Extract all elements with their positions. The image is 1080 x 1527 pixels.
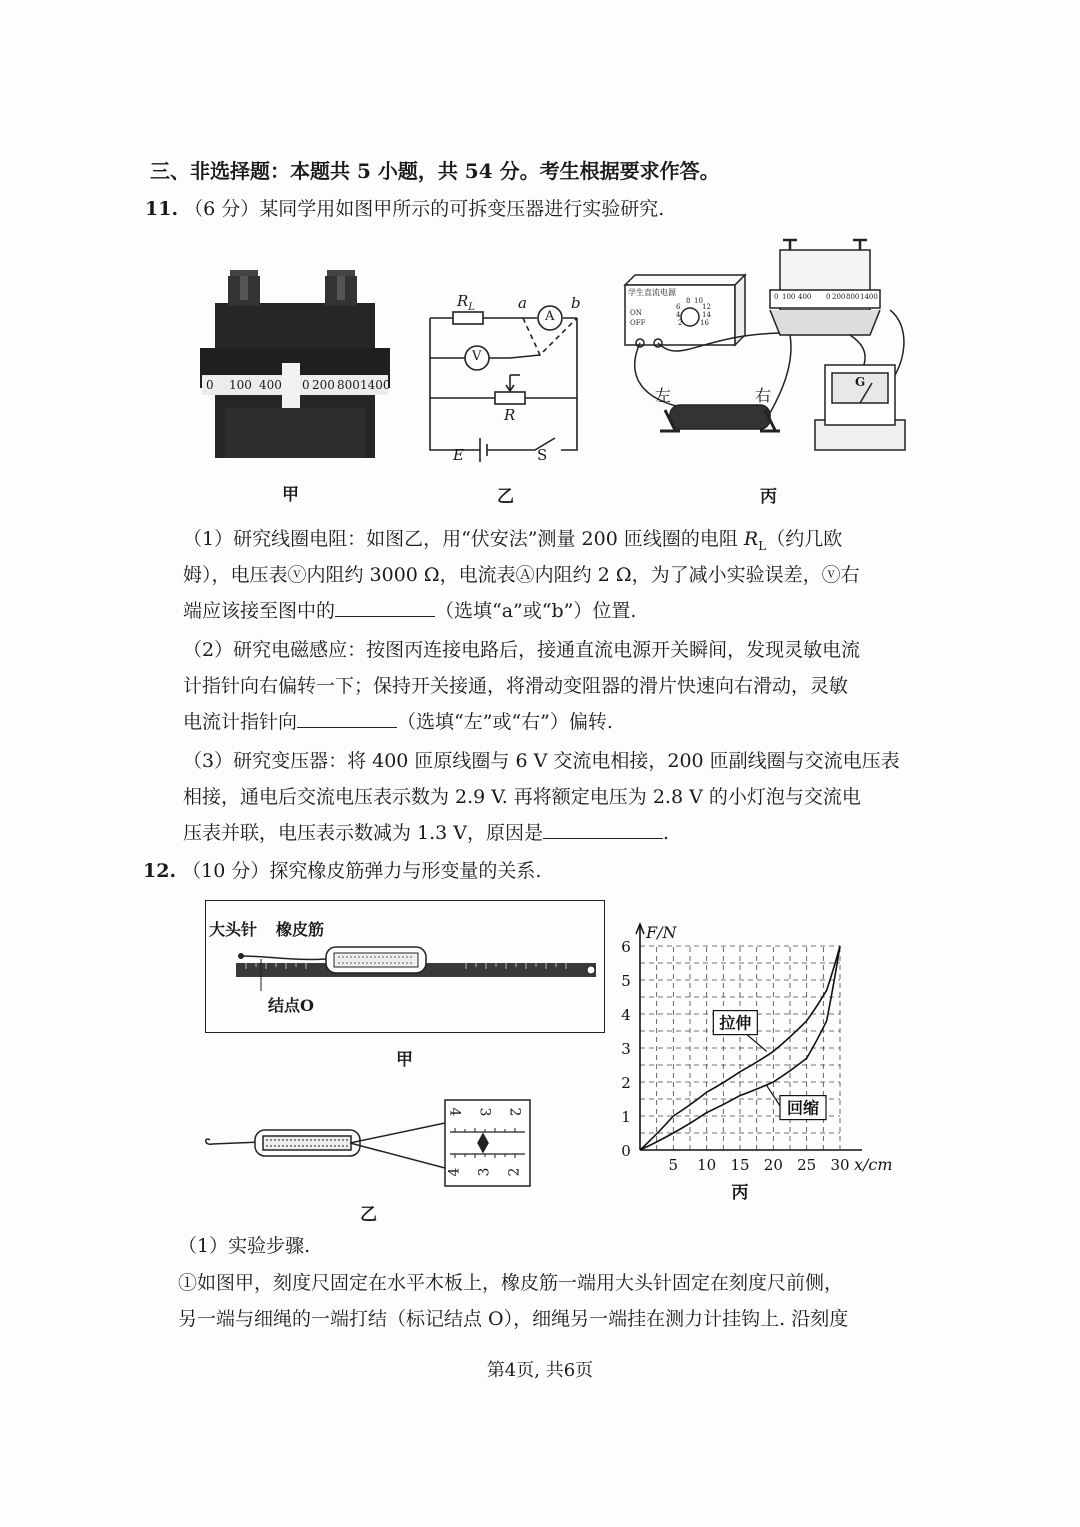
yi-a-label: a: [518, 294, 527, 312]
bing-scale-0b: 0: [826, 293, 831, 301]
yi-s-label: S: [537, 446, 548, 464]
q12-figure-yi-caption: 乙: [360, 1205, 377, 1225]
bing-scale-200: 200: [832, 293, 846, 301]
q11-p1-line1: [183, 526, 842, 559]
x-tick-label: 20: [763, 1156, 783, 1174]
figure-bing-setup: [620, 235, 920, 470]
yi-scale-2-top: 2: [506, 1107, 523, 1117]
x-tick-label: 30: [830, 1156, 850, 1174]
yi-scale-3-bottom: 3: [476, 1167, 493, 1177]
q11-p1-line3: [183, 598, 636, 624]
psu-on: ON: [630, 309, 642, 317]
bing-scale-1400: 1400: [860, 293, 878, 301]
psu-dial-8: 8: [686, 297, 691, 305]
q11-p3-line3: [183, 820, 669, 846]
jia-scale-400: 400: [259, 378, 282, 392]
y-tick-label: 6: [621, 938, 631, 956]
x-axis-label: x/cm: [854, 1155, 893, 1174]
psu-dial-4: 4: [676, 311, 681, 319]
bing-scale-400: 400: [798, 293, 812, 301]
jia-scale-0: 0: [206, 378, 214, 392]
answer-blank-3[interactable]: [543, 820, 663, 839]
q11-stem: [145, 196, 664, 222]
bing-right-label: 右: [755, 386, 772, 405]
q12-pin-label: 大头针: [209, 920, 258, 939]
q12-figure-jia: [205, 900, 605, 1033]
y-tick-label: 2: [621, 1074, 631, 1092]
y-axis-label: F/N: [646, 923, 677, 942]
jia-scale-left: [202, 375, 282, 395]
y-tick-label: 4: [621, 1006, 631, 1024]
section-title: 三、非选择题：本题共 5 小题，共 54 分。考生根据要求作答。: [150, 159, 720, 183]
bing-left-label: 左: [655, 386, 672, 405]
yi-ammeter-label: A: [545, 309, 555, 324]
q12-stem-text: 探究橡皮筋弹力与形变量的关系.: [269, 860, 542, 882]
bing-scale-100: 100: [782, 293, 796, 301]
stretch-label: 拉伸: [719, 1013, 752, 1033]
q12-step-heading: （1）实验步骤.: [178, 1235, 311, 1257]
yi-voltmeter-label: V: [472, 349, 482, 364]
q11-p1-rl-sub: L: [758, 538, 767, 553]
bing-coil-scale: [772, 293, 880, 305]
q11-p1-l3a: 端应该接至图中的: [183, 600, 336, 622]
q12-step1-line2: 另一端与细绳的一端打结（标记结点 O），细绳另一端挂在测力计挂钩上. 沿刻度: [178, 1308, 849, 1330]
x-tick-label: 25: [797, 1156, 817, 1174]
q11-p3-l3a: 压表并联，电压表示数减为 1.3 V，原因是: [183, 822, 544, 844]
figure-yi-circuit: [425, 290, 600, 470]
q12-figure-bing-caption: 丙: [731, 1183, 749, 1203]
psu-dial-10: 10: [694, 297, 703, 305]
yi-rl-label: [457, 292, 475, 313]
q12-figure-jia-caption: 甲: [396, 1050, 413, 1070]
q12-chart: [610, 910, 910, 1210]
y-tick-label: 5: [621, 972, 631, 990]
bing-scale-0: 0: [774, 293, 779, 301]
q11-number: 11.: [145, 198, 179, 220]
q11-p2-line3: [183, 709, 613, 735]
q11-p1-text: （1）研究线圈电阻：如图乙，用“伏安法”测量 200 匝线圈的电阻: [183, 528, 738, 550]
y-tick-label: 3: [621, 1040, 631, 1058]
yi-scale-4-bottom: 4: [446, 1167, 463, 1177]
psu-dial-16: 16: [700, 319, 709, 327]
psu-off: OFF: [630, 319, 646, 327]
q11-p3-line1: （3）研究变压器：将 400 匝原线圈与 6 V 交流电相接，200 匝副线圈与交流电压表: [183, 750, 900, 772]
page-footer: 第4页, 共6页: [486, 1360, 594, 1381]
q12-number: 12.: [143, 860, 177, 882]
yi-scale-4-top: 4: [446, 1107, 463, 1117]
yi-scale-2-bottom: 2: [506, 1167, 523, 1177]
q12-score: （10 分）: [182, 860, 270, 882]
figure-bing-caption: 丙: [760, 487, 777, 507]
yi-rl-sub: L: [468, 302, 475, 313]
q11-stem-text: 某同学用如图甲所示的可拆变压器进行实验研究.: [259, 198, 665, 220]
galvanometer-label: G: [855, 375, 866, 389]
q11-p1-line2: 姆），电压表ⓥ内阻约 3000 Ω，电流表Ⓐ内阻约 2 Ω，为了减小实验误差，ⓥ右: [183, 564, 860, 586]
q11-p2-l3a: 电流计指针向: [183, 711, 298, 733]
jia-scale-200: 200: [312, 378, 335, 392]
q11-p1-text-end: （约几欧: [766, 528, 843, 550]
x-tick-label: 5: [668, 1156, 679, 1174]
answer-blank-1[interactable]: [335, 598, 435, 617]
y-tick-label: 1: [621, 1108, 631, 1126]
q12-knot-label: 结点O: [268, 996, 314, 1015]
figure-yi-caption: 乙: [497, 487, 514, 507]
q11-score: （6 分）: [184, 198, 260, 220]
yi-e-label: E: [453, 446, 464, 464]
return-label: 回缩: [786, 1098, 820, 1118]
q12-stem: [143, 858, 541, 884]
figure-jia-transformer: [200, 268, 390, 463]
q11-p3-line2: 相接，通电后交流电压表示数为 2.9 V. 再将额定电压为 2.8 V 的小灯泡与交流电: [183, 786, 861, 808]
yi-scale-3-top: 3: [476, 1107, 493, 1117]
yi-b-label: b: [571, 294, 581, 312]
q11-p2-line1: （2）研究电磁感应：按图丙连接电路后，接通直流电源开关瞬间，发现灵敏电流: [183, 639, 861, 661]
q12-band-label: 橡皮筋: [276, 920, 325, 939]
psu-dial-2: 2: [678, 319, 683, 327]
q12-figure-yi: [200, 1098, 535, 1188]
bing-scale-800: 800: [846, 293, 860, 301]
jia-scale-right: [300, 375, 391, 395]
x-tick-label: 10: [697, 1156, 717, 1174]
psu-dial-12: 12: [702, 303, 711, 311]
q12-step1-line1: ①如图甲，刻度尺固定在水平木板上，橡皮筋一端用大头针固定在刻度尺前侧，: [178, 1272, 844, 1294]
psu-title: 学生直流电源: [628, 288, 676, 297]
psu-dial-14: 14: [702, 311, 711, 319]
x-tick-label: 15: [730, 1156, 750, 1174]
jia-scale-100: 100: [229, 378, 252, 392]
q11-p2-l3b: （选填“左”或“右”）偏转.: [397, 711, 613, 733]
q11-p1-rl: R: [743, 528, 759, 550]
psu-dial-6: 6: [676, 303, 681, 311]
figure-jia-caption: 甲: [282, 485, 299, 505]
jia-scale-0b: 0: [302, 378, 310, 392]
yi-r-label: R: [504, 406, 516, 424]
jia-scale-800: 800: [337, 378, 360, 392]
jia-scale-1400: 1400: [360, 378, 391, 392]
y-tick-label: 0: [621, 1142, 631, 1160]
yi-rl-r: R: [457, 292, 469, 310]
answer-blank-2[interactable]: [297, 709, 397, 728]
q11-p2-line2: 计指针向右偏转一下；保持开关接通，将滑动变阻器的滑片快速向右滑动，灵敏: [183, 675, 849, 697]
q11-p1-l3b: （选填“a”或“b”）位置.: [435, 600, 637, 622]
q11-p3-l3b: .: [663, 822, 670, 844]
